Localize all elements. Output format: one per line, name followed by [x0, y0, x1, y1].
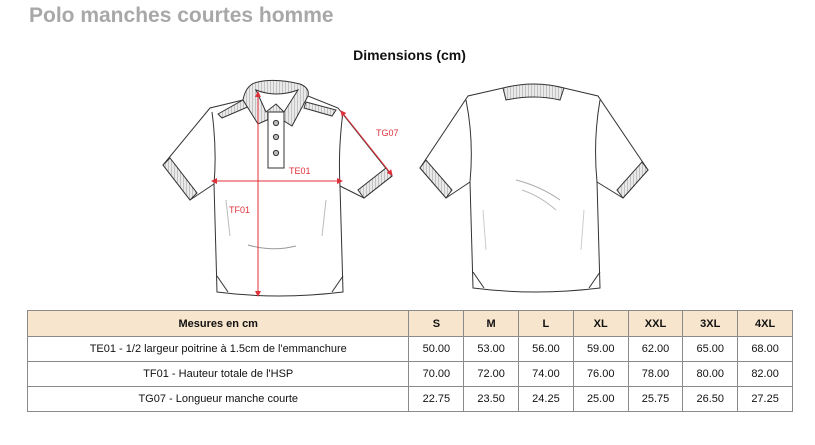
- size-table-header-row: [28, 311, 793, 337]
- size-table: [27, 310, 793, 412]
- row-value: 68.00: [738, 337, 793, 362]
- row-value: 70.00: [409, 362, 464, 387]
- row-value: 24.25: [519, 387, 574, 412]
- row-label: TE01 - 1/2 largeur poitrine à 1.5cm de l'emmanchure: [28, 337, 409, 362]
- row-value: 78.00: [628, 362, 683, 387]
- header-size: 4XL: [738, 311, 793, 337]
- header-size: XXL: [628, 311, 683, 337]
- row-value: 72.00: [464, 362, 519, 387]
- row-value: 25.00: [573, 387, 628, 412]
- header-size: S: [409, 311, 464, 337]
- polo-front-view: [163, 80, 392, 296]
- row-value: 56.00: [519, 337, 574, 362]
- header-size: XL: [573, 311, 628, 337]
- header-size: L: [519, 311, 574, 337]
- row-value: 22.75: [409, 387, 464, 412]
- te01-label: TE01: [289, 166, 311, 176]
- page-title: Polo manches courtes homme: [29, 4, 334, 27]
- row-value: 27.25: [738, 387, 793, 412]
- row-value: 76.00: [573, 362, 628, 387]
- table-row: [28, 362, 793, 387]
- row-label: TF01 - Hauteur totale de l'HSP: [28, 362, 409, 387]
- table-row: [28, 337, 793, 362]
- row-label: TG07 - Longueur manche courte: [28, 387, 409, 412]
- header-measures: Mesures en cm: [28, 311, 409, 337]
- header-size: 3XL: [683, 311, 738, 337]
- row-value: 59.00: [573, 337, 628, 362]
- dimensions-title: Dimensions (cm): [353, 47, 466, 63]
- tg07-label: TG07: [376, 128, 399, 138]
- row-value: 53.00: [464, 337, 519, 362]
- row-value: 62.00: [628, 337, 683, 362]
- row-value: 25.75: [628, 387, 683, 412]
- table-row: [28, 387, 793, 412]
- row-value: 80.00: [683, 362, 738, 387]
- row-value: 74.00: [519, 362, 574, 387]
- row-value: 50.00: [409, 337, 464, 362]
- header-size: M: [464, 311, 519, 337]
- tf01-label: TF01: [229, 205, 251, 215]
- row-value: 23.50: [464, 387, 519, 412]
- row-value: 65.00: [683, 337, 738, 362]
- row-value: 26.50: [683, 387, 738, 412]
- row-value: 82.00: [738, 362, 793, 387]
- polo-back-view: [420, 84, 648, 292]
